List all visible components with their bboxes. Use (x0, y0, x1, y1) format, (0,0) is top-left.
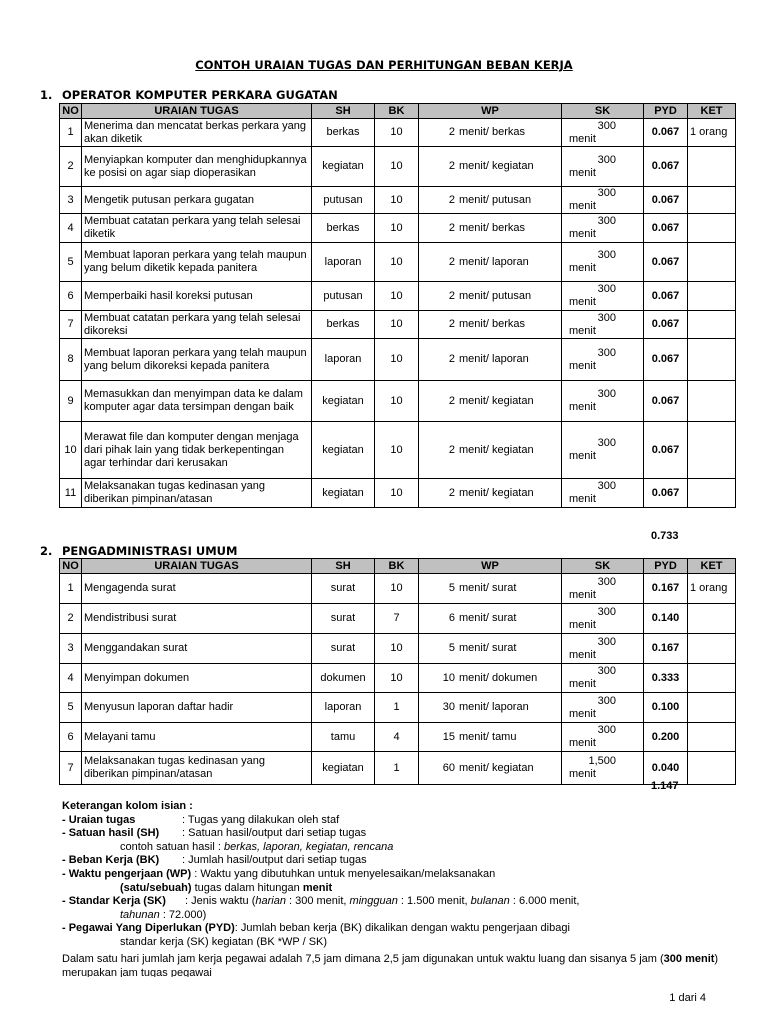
wp-value: 2 (448, 289, 455, 302)
sk-value: 300 (597, 311, 616, 324)
sk-value: 300 (597, 665, 616, 677)
cell-ket (688, 634, 736, 664)
cell-wp (419, 604, 562, 634)
cell-wp (419, 214, 562, 243)
sk-unit: menit (569, 450, 596, 462)
cell-sh: dokumen (312, 664, 375, 693)
cell-bk: 10 (375, 147, 419, 187)
cell-sk (562, 243, 644, 282)
cell-ket (688, 664, 736, 693)
cell-wp (419, 243, 562, 282)
notes-block (62, 800, 742, 950)
cell-uraian: Melaksanakan tugas kedinasan yang diberikan pimpinan/atasan (82, 479, 312, 508)
cell-wp (419, 422, 562, 479)
cell-uraian: Membuat laporan perkara yang telah maupun yang belum diketik kepada panitera (82, 243, 312, 282)
sk-unit: menit (569, 588, 596, 601)
cell-ket (688, 723, 736, 752)
wp-unit: menit/ putusan (459, 193, 532, 206)
cell-bk: 10 (375, 187, 419, 214)
note-sh: - Satuan hasil (SH) : Satuan hasil/output dari setiap tugas (62, 827, 367, 840)
cell-pyd: 0.067 (644, 282, 688, 311)
wp-unit: menit/ kegiatan (459, 443, 534, 456)
cell-sk (562, 574, 644, 604)
cell-pyd: 0.167 (644, 634, 688, 664)
cell-wp (419, 723, 562, 752)
wp-value: 6 (448, 612, 455, 624)
cell-bk: 10 (375, 119, 419, 147)
header-no: NO (60, 559, 82, 574)
cell-sh: berkas (312, 311, 375, 339)
header-sk: SK (562, 559, 644, 574)
sk-value: 300 (597, 724, 616, 736)
cell-sh: kegiatan (312, 752, 375, 785)
cell-wp (419, 311, 562, 339)
cell-sh: laporan (312, 243, 375, 282)
table-row (60, 634, 736, 664)
header-wp: WP (419, 559, 562, 574)
note-wp: - Waktu pengerjaan (WP) : Waktu yang dibutuhkan untuk menyelesaikan/melaksanakan (62, 867, 496, 880)
cell-ket (688, 214, 736, 243)
wp-value: 2 (448, 126, 455, 138)
table-row (60, 282, 736, 311)
cell-sh: kegiatan (312, 422, 375, 479)
cell-bk: 10 (375, 381, 419, 422)
note-sk: - Standar Kerja (SK) : Jenis waktu (harian : 300 menit, mingguan : 1.500 menit, bulanan : 6.000 menit, (62, 895, 580, 908)
wp-unit: menit/ berkas (459, 318, 526, 330)
cell-ket: 1 orang (688, 574, 736, 604)
sk-value: 300 (597, 437, 616, 449)
table-row (60, 339, 736, 381)
cell-ket (688, 752, 736, 785)
cell-uraian: Mengetik putusan perkara gugatan (82, 187, 312, 214)
table-operator-komputer (59, 103, 736, 508)
cell-no: 2 (60, 147, 82, 187)
cell-wp (419, 479, 562, 508)
cell-sk (562, 634, 644, 664)
sk-unit: menit (569, 359, 596, 372)
cell-sh: surat (312, 604, 375, 634)
cell-ket (688, 243, 736, 282)
cell-sk (562, 752, 644, 785)
sk-unit: menit (569, 262, 596, 274)
table-row (60, 147, 736, 187)
sk-value: 300 (597, 635, 616, 648)
cell-sh: berkas (312, 119, 375, 147)
table-row (60, 214, 736, 243)
cell-no: 10 (60, 422, 82, 479)
wp-unit: menit/ dokumen (459, 671, 538, 684)
wp-unit: menit/ tamu (459, 730, 517, 743)
cell-no: 9 (60, 381, 82, 422)
table-row (60, 119, 736, 147)
cell-sk (562, 187, 644, 214)
cell-bk: 10 (375, 243, 419, 282)
wp-value: 2 (448, 221, 455, 234)
cell-pyd: 0.067 (644, 214, 688, 243)
cell-bk: 10 (375, 339, 419, 381)
sk-unit: menit (569, 401, 596, 413)
cell-sh: surat (312, 634, 375, 664)
cell-sh: tamu (312, 723, 375, 752)
page-number: 1 dari 4 (669, 992, 706, 1004)
sk-value: 300 (597, 119, 616, 132)
cell-sk (562, 282, 644, 311)
cell-no: 1 (60, 119, 82, 147)
cell-ket (688, 339, 736, 381)
sk-unit: menit (569, 296, 596, 308)
sk-value: 300 (597, 605, 616, 618)
cell-no: 4 (60, 214, 82, 243)
cell-uraian: Menyiapkan komputer dan menghidupkannya ke posisi on agar siap dioperasikan (82, 147, 312, 187)
cell-bk: 10 (375, 282, 419, 311)
wp-unit: menit/ berkas (459, 126, 526, 138)
cell-no: 5 (60, 693, 82, 723)
cell-sk (562, 214, 644, 243)
section-2-title (40, 544, 237, 558)
wp-value: 2 (448, 353, 455, 365)
table-row (60, 187, 736, 214)
note-wp-cont: (satu/sebuah) tugas dalam hitungan menit (120, 881, 333, 894)
wp-unit: menit/ laporan (459, 353, 529, 365)
wp-unit: menit/ putusan (459, 289, 532, 302)
sk-unit: menit (569, 618, 596, 631)
section-1-number: 1. (40, 88, 53, 102)
sk-value: 300 (597, 480, 616, 492)
wp-value: 2 (448, 486, 455, 499)
cell-no: 1 (60, 574, 82, 604)
cell-sk (562, 479, 644, 508)
header-pyd: PYD (644, 104, 688, 119)
cell-pyd: 0.200 (644, 723, 688, 752)
header-no: NO (60, 104, 82, 119)
cell-uraian: Melayani tamu (82, 723, 312, 752)
table-row (60, 752, 736, 785)
wp-unit: menit/ kegiatan (459, 394, 534, 407)
sk-unit: menit (569, 707, 596, 720)
work-hours-paragraph: Dalam satu hari jumlah jam kerja pegawai adalah 7,5 jam dimana 2,5 jam digunakan untuk waktu luang dan sisanya 5 jam (300 menit) merupakan jam tugas pegawai (62, 953, 719, 977)
sk-value: 300 (597, 215, 616, 227)
notes-heading: Keterangan kolom isian : (62, 800, 193, 812)
cell-no: 11 (60, 479, 82, 508)
cell-uraian: Membuat catatan perkara yang telah selesai dikoreksi (82, 311, 312, 339)
cell-ket (688, 381, 736, 422)
cell-sk (562, 723, 644, 752)
wp-unit: menit/ kegiatan (459, 761, 534, 774)
cell-pyd: 0.067 (644, 311, 688, 339)
sk-value: 300 (597, 249, 616, 261)
cell-bk: 10 (375, 574, 419, 604)
table-row (60, 604, 736, 634)
table-pengadministrasi-umum (59, 558, 736, 785)
cell-bk: 10 (375, 634, 419, 664)
header-bk: BK (375, 104, 419, 119)
cell-wp (419, 381, 562, 422)
header-sh: SH (312, 104, 375, 119)
cell-wp (419, 147, 562, 187)
section-2-title-text: PENGADMINISTRASI UMUM (62, 544, 238, 558)
cell-sh: surat (312, 574, 375, 604)
sk-value: 300 (597, 388, 616, 400)
table-row (60, 693, 736, 723)
cell-sk (562, 422, 644, 479)
cell-sk (562, 693, 644, 723)
sk-unit: menit (569, 768, 596, 780)
cell-bk: 7 (375, 604, 419, 634)
cell-pyd: 0.040 (644, 752, 688, 785)
cell-ket (688, 311, 736, 339)
cell-bk: 4 (375, 723, 419, 752)
cell-wp (419, 187, 562, 214)
cell-uraian: Mendistribusi surat (82, 604, 312, 634)
sk-value: 300 (597, 346, 616, 359)
section-2-total: 1.147 (651, 780, 679, 792)
sk-unit: menit (569, 200, 596, 212)
cell-ket (688, 282, 736, 311)
cell-bk: 1 (375, 693, 419, 723)
cell-sh: laporan (312, 339, 375, 381)
table-row (60, 723, 736, 752)
table-row (60, 311, 736, 339)
cell-sh: kegiatan (312, 381, 375, 422)
cell-pyd: 0.067 (644, 339, 688, 381)
cell-ket (688, 479, 736, 508)
cell-pyd: 0.067 (644, 381, 688, 422)
wp-value: 2 (448, 160, 455, 172)
sk-value: 300 (597, 187, 616, 199)
cell-sk (562, 664, 644, 693)
cell-wp (419, 574, 562, 604)
cell-sh: putusan (312, 282, 375, 311)
cell-no: 3 (60, 634, 82, 664)
note-uraian: - Uraian tugas : Tugas yang dilakukan oleh staf (62, 813, 340, 826)
wp-value: 30 (442, 701, 455, 713)
cell-sk (562, 147, 644, 187)
header-pyd: PYD (644, 559, 688, 574)
header-wp: WP (419, 104, 562, 119)
cell-bk: 10 (375, 422, 419, 479)
document-title: CONTOH URAIAN TUGAS DAN PERHITUNGAN BEBAN KERJA (195, 58, 573, 72)
cell-uraian: Membuat catatan perkara yang telah selesai diketik (82, 214, 312, 243)
cell-pyd: 0.100 (644, 693, 688, 723)
cell-uraian: Menerima dan mencatat berkas perkara yang akan diketik (82, 119, 312, 147)
cell-uraian: Memperbaiki hasil koreksi putusan (82, 282, 312, 311)
cell-no: 8 (60, 339, 82, 381)
table-row (60, 243, 736, 282)
cell-ket (688, 604, 736, 634)
wp-value: 60 (442, 761, 455, 774)
table-row (60, 574, 736, 604)
sk-unit: menit (569, 324, 596, 337)
wp-unit: menit/ laporan (459, 701, 529, 713)
cell-sh: kegiatan (312, 479, 375, 508)
cell-pyd: 0.140 (644, 604, 688, 634)
cell-sh: putusan (312, 187, 375, 214)
sk-unit: menit (569, 166, 596, 179)
header-uraian: URAIAN TUGAS (82, 559, 312, 574)
wp-unit: menit/ surat (459, 582, 517, 594)
header-ket: KET (688, 559, 736, 574)
cell-wp (419, 693, 562, 723)
wp-unit: menit/ kegiatan (459, 160, 534, 172)
cell-ket (688, 147, 736, 187)
cell-ket (688, 693, 736, 723)
cell-bk: 10 (375, 664, 419, 693)
wp-value: 2 (448, 255, 455, 268)
cell-sh: berkas (312, 214, 375, 243)
cell-no: 2 (60, 604, 82, 634)
header-ket: KET (688, 104, 736, 119)
cell-ket: 1 orang (688, 119, 736, 147)
sk-unit: menit (569, 648, 596, 661)
wp-value: 2 (448, 443, 455, 456)
cell-bk: 1 (375, 752, 419, 785)
wp-value: 5 (448, 642, 455, 654)
wp-value: 5 (448, 582, 455, 594)
cell-ket (688, 422, 736, 479)
sk-value: 300 (597, 153, 616, 166)
wp-value: 15 (442, 730, 455, 743)
cell-uraian: Merawat file dan komputer dengan menjaga dari pihak lain yang tidak berkepentingan agar terhindar dari kerusakan (82, 422, 312, 479)
note-pyd: - Pegawai Yang Diperlukan (PYD): Jumlah beban kerja (BK) dikalikan dengan waktu pengerjaan dibagi (62, 922, 570, 935)
cell-wp (419, 752, 562, 785)
sk-value: 300 (597, 694, 616, 707)
cell-wp (419, 664, 562, 693)
cell-wp (419, 282, 562, 311)
header-sk: SK (562, 104, 644, 119)
cell-bk: 10 (375, 311, 419, 339)
cell-uraian: Menyusun laporan daftar hadir (82, 693, 312, 723)
cell-sk (562, 119, 644, 147)
cell-no: 7 (60, 311, 82, 339)
wp-unit: menit/ surat (459, 612, 517, 624)
cell-bk: 10 (375, 214, 419, 243)
table-row (60, 381, 736, 422)
header-bk: BK (375, 559, 419, 574)
sk-unit: menit (569, 493, 596, 505)
note-bk: - Beban Kerja (BK) : Jumlah hasil/output dari setiap tugas (62, 854, 367, 867)
cell-uraian: Menyimpan dokumen (82, 664, 312, 693)
wp-value: 2 (448, 394, 455, 407)
section-1-title-text: OPERATOR KOMPUTER PERKARA GUGATAN (62, 88, 338, 102)
sk-unit: menit (569, 228, 596, 240)
table-row (60, 422, 736, 479)
note-sh-example: contoh satuan hasil : berkas, laporan, kegiatan, rencana (120, 840, 394, 853)
sk-value: 1,500 (588, 755, 616, 767)
cell-uraian: Menggandakan surat (82, 634, 312, 664)
cell-pyd: 0.067 (644, 422, 688, 479)
cell-no: 3 (60, 187, 82, 214)
cell-uraian: Memasukkan dan menyimpan data ke dalam komputer agar data tersimpan dengan baik (82, 381, 312, 422)
wp-value: 2 (448, 193, 455, 206)
cell-sk (562, 604, 644, 634)
cell-wp (419, 119, 562, 147)
note-sk-cont: tahunan : 72.000) (120, 908, 207, 921)
section-1-title (40, 88, 338, 102)
cell-pyd: 0.067 (644, 479, 688, 508)
cell-pyd: 0.067 (644, 119, 688, 147)
cell-wp (419, 339, 562, 381)
wp-value: 10 (442, 671, 455, 684)
cell-sh: kegiatan (312, 147, 375, 187)
sk-unit: menit (569, 737, 596, 749)
section-1-total: 0.733 (651, 530, 679, 542)
cell-pyd: 0.067 (644, 187, 688, 214)
table-row (60, 479, 736, 508)
cell-wp (419, 634, 562, 664)
wp-unit: menit/ laporan (459, 255, 529, 268)
cell-sk (562, 339, 644, 381)
section-2-number: 2. (40, 544, 53, 558)
cell-bk: 10 (375, 479, 419, 508)
sk-value: 300 (597, 283, 616, 295)
cell-no: 7 (60, 752, 82, 785)
cell-sh: laporan (312, 693, 375, 723)
sk-unit: menit (569, 678, 596, 690)
header-uraian: URAIAN TUGAS (82, 104, 312, 119)
wp-value: 2 (448, 318, 455, 330)
cell-uraian: Melaksanakan tugas kedinasan yang diberikan pimpinan/atasan (82, 752, 312, 785)
header-sh: SH (312, 559, 375, 574)
table-row (60, 664, 736, 693)
cell-sk (562, 311, 644, 339)
note-pyd-cont: standar kerja (SK) kegiatan (BK *WP / SK) (120, 935, 328, 948)
sk-unit: menit (569, 132, 596, 145)
cell-pyd: 0.333 (644, 664, 688, 693)
wp-unit: menit/ berkas (459, 221, 526, 234)
cell-uraian: Mengagenda surat (82, 574, 312, 604)
cell-pyd: 0.067 (644, 243, 688, 282)
cell-sk (562, 381, 644, 422)
wp-unit: menit/ surat (459, 642, 517, 654)
cell-no: 4 (60, 664, 82, 693)
cell-ket (688, 187, 736, 214)
wp-unit: menit/ kegiatan (459, 486, 534, 499)
cell-uraian: Membuat laporan perkara yang telah maupun yang belum dikoreksi kepada panitera (82, 339, 312, 381)
cell-pyd: 0.067 (644, 147, 688, 187)
cell-pyd: 0.167 (644, 574, 688, 604)
cell-no: 5 (60, 243, 82, 282)
cell-no: 6 (60, 282, 82, 311)
cell-no: 6 (60, 723, 82, 752)
sk-value: 300 (597, 575, 616, 588)
